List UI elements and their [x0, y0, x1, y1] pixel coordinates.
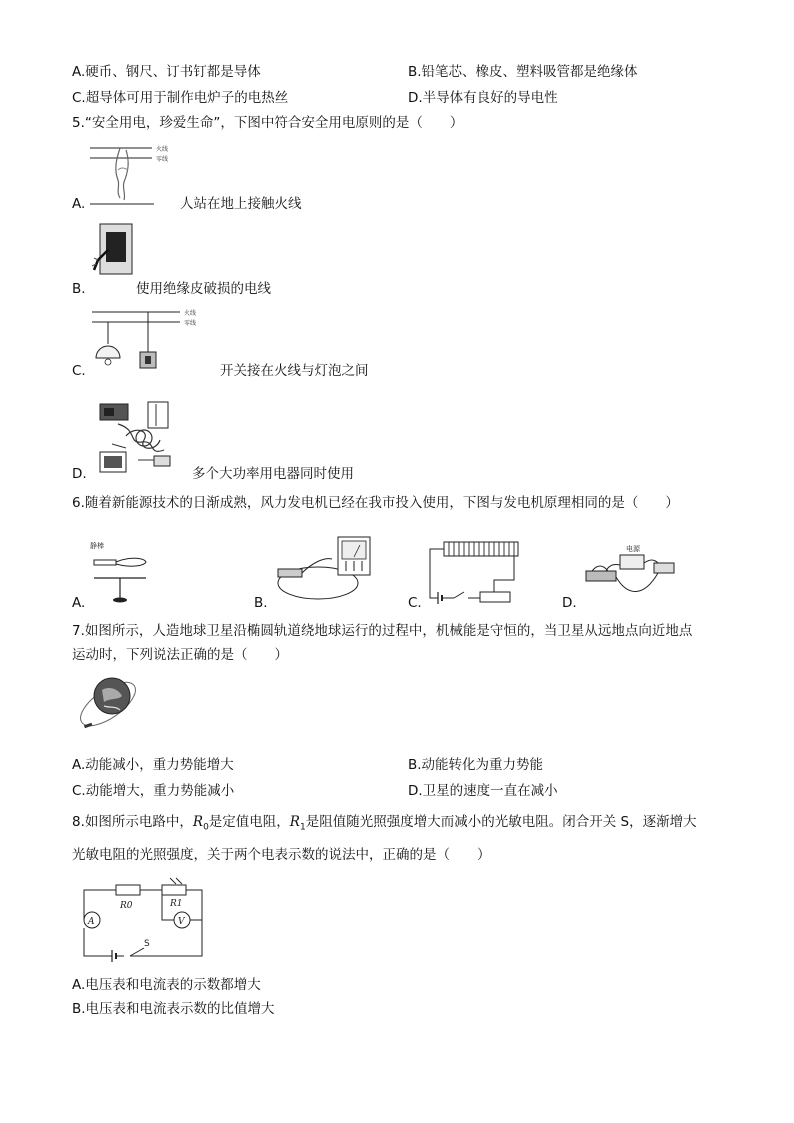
q6-option-b-letter: B.	[254, 595, 268, 611]
fig-switch-label: S	[144, 939, 150, 949]
q5-option-a-text: 人站在地上接触火线	[180, 196, 302, 212]
q6-option-a-letter: A.	[72, 595, 86, 611]
q8-figure-circuit	[78, 876, 218, 966]
q8-stem-line2: 光敏电阻的光照强度，关于两个电表示数的说法中，正确的是（ ）	[72, 847, 491, 863]
q6-figure-d-motor-circuit	[578, 541, 688, 603]
q5-figure-d-overloaded-socket	[98, 400, 183, 475]
q4-option-b: B.铅笔芯、橡皮、塑料吸管都是绝缘体	[408, 64, 638, 80]
q7-option-a: A.动能减小，重力势能增大	[72, 757, 234, 773]
q8-option-b: B.电压表和电流表示数的比值增大	[72, 1001, 275, 1017]
q8-option-a: A.电压表和电流表的示数都增大	[72, 977, 261, 993]
r0-subscript: 0	[203, 822, 209, 833]
q5-c-neutral-label: 零线	[184, 320, 197, 327]
q8-stem-part2: 是定值电阻，	[208, 814, 290, 830]
q5-option-d-letter: D.	[72, 466, 87, 482]
q6-figure-a-electrified-rod	[86, 536, 156, 606]
fig-ammeter-label: A	[88, 917, 95, 927]
q7-option-d: D.卫星的速度一直在减小	[408, 783, 558, 799]
fig-r1-label: R1	[170, 899, 183, 909]
q5-a-neutral-label: 零线	[156, 156, 169, 163]
q6-d-fig-label: 电源	[626, 545, 640, 553]
q4-option-c: C.超导体可用于制作电炉子的电热丝	[72, 90, 289, 106]
q4-option-d: D.半导体有良好的导电性	[408, 90, 558, 106]
q5-figure-a-touch-live-wire	[90, 140, 180, 210]
q7-figure-satellite-orbit	[74, 670, 144, 740]
q7-option-c: C.动能增大，重力势能减小	[72, 783, 235, 799]
q5-figure-c-switch-circuit	[88, 304, 213, 376]
q5-a-live-label: 火线	[156, 146, 169, 153]
q5-option-b-text: 使用绝缘皮破损的电线	[136, 281, 271, 297]
q5-option-a-letter: A.	[72, 196, 86, 212]
q5-option-c-letter: C.	[72, 363, 86, 379]
q5-option-b-letter: B.	[72, 281, 86, 297]
q5-stem: 5.“安全用电，珍爱生命”，下图中符合安全用电原则的是（ ）	[72, 115, 464, 131]
q5-figure-b-damaged-cord	[90, 220, 135, 280]
q6-figure-b-coil-galvanometer	[272, 533, 377, 605]
q5-option-c-text: 开关接在火线与灯泡之间	[220, 363, 369, 379]
q5-option-d-text: 多个大功率用电器同时使用	[192, 466, 354, 482]
q8-stem-part1: 8.如图所示电路中，	[72, 814, 193, 830]
q4-option-a: A.硬币、钢尺、订书钉都是导体	[72, 64, 261, 80]
r1-subscript: 1	[299, 822, 306, 833]
fig-voltmeter-label: V	[178, 917, 185, 927]
q6-figure-c-solenoid-circuit	[424, 536, 524, 606]
q7-stem-line2: 运动时，下列说法正确的是（ ）	[72, 647, 288, 663]
q6-option-d-letter: D.	[562, 595, 577, 611]
q5-c-live-label: 火线	[184, 310, 197, 317]
q7-option-b: B.动能转化为重力势能	[408, 757, 544, 773]
fig-r0-label: R0	[120, 901, 133, 911]
r1-symbol: R	[289, 814, 300, 830]
q8-stem-part3: 是阻值随光照强度增大而减小的光敏电阻。闭合开关 S，逐渐增大	[305, 814, 697, 830]
q6-option-c-letter: C.	[408, 595, 422, 611]
q6-stem: 6.随着新能源技术的日渐成熟，风力发电机已经在我市投入使用，下图与发电机原理相同的是（ ）	[72, 495, 679, 511]
q6-a-fig-label: 静棒	[90, 542, 104, 550]
q7-stem-line1: 7.如图所示，人造地球卫星沿椭圆轨道绕地球运行的过程中，机械能是守恒的，当卫星从远地点向近地点	[72, 623, 693, 639]
q8-stem-line1	[72, 813, 697, 837]
r0-symbol: R	[192, 814, 204, 830]
